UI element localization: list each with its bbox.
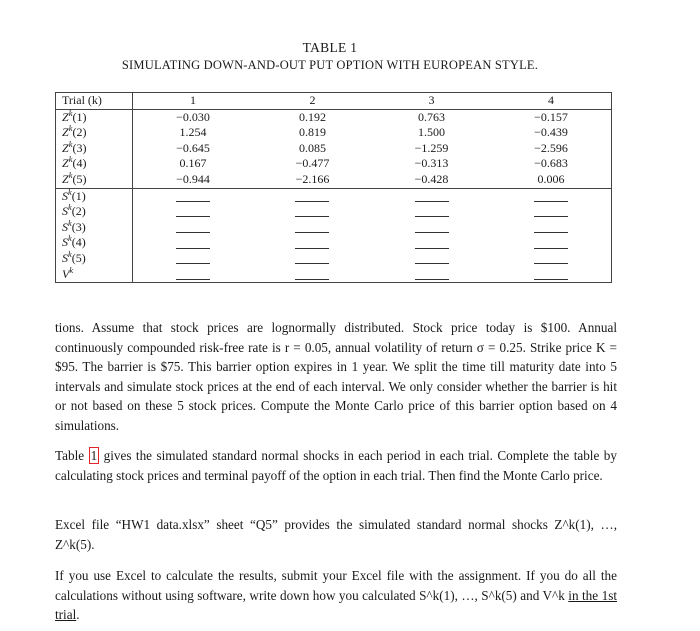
- blank-cell: [491, 204, 611, 220]
- blank-line: [295, 207, 329, 217]
- blank-cell: [372, 251, 491, 267]
- blank-line: [295, 239, 329, 249]
- blank-line: [534, 223, 568, 233]
- blank-line: [534, 192, 568, 202]
- table-cell: −0.439: [534, 125, 568, 140]
- blank-line: [295, 270, 329, 280]
- blank-cell: [133, 220, 253, 236]
- blank-line: [534, 270, 568, 280]
- row-label: $Z^k(1)$: [56, 109, 133, 125]
- row-label: $S^k(1)$: [56, 188, 133, 204]
- paragraph-text: tions. Assume that stock prices are lognormally distributed. Stock price today is $100. Annual continuously compounded risk-free rate is r = 0.05, annual volatility of return σ = 0.25. Strike price K = $95. The barrier is $75. This barrier option expires in 1 year. We split the time till maturity date into 5 intervals and simulate stock prices at the end of each interval. We only consider whether the barrier is hit or not based on these 5 stock prices. Compute the Monte Carlo price of this barrier option based on 4 simulations.: [55, 320, 617, 433]
- row-label: $V^k$: [56, 267, 133, 283]
- blank-cell: [253, 204, 372, 220]
- table-cell: 0.819: [298, 125, 326, 140]
- blank-cell: [253, 267, 372, 283]
- blank-line: [415, 239, 449, 249]
- blank-cell: [133, 251, 253, 267]
- trial-header: 3: [372, 93, 491, 110]
- table-header-row: [56, 93, 612, 110]
- blank-cell: [133, 204, 253, 220]
- blank-line: [295, 223, 329, 233]
- table-cell: 1.254: [179, 125, 207, 140]
- table-cell: 0.192: [298, 109, 326, 124]
- blank-line: [534, 239, 568, 249]
- blank-cell: [372, 220, 491, 236]
- blank-line: [295, 192, 329, 202]
- table-row: [56, 220, 612, 236]
- blank-line: [415, 223, 449, 233]
- table-row: [56, 172, 612, 188]
- paragraph-table-instructions: Table 1 gives the simulated standard normal shocks in each period in each trial. Complete the table by calculating stock prices and terminal payoff of the option in each trial. Then find the Monte Carlo price.: [55, 448, 617, 483]
- paragraph-submission: If you use Excel to calculate the results, submit your Excel file with the assignment. If you do all the calculations without using software, write down how you calculated S^k(1), …, S^k(5) and V^k in the 1st trial.: [55, 568, 617, 623]
- table-cell: 0.085: [298, 140, 326, 155]
- blank-cell: [491, 188, 611, 204]
- blank-cell: [253, 235, 372, 251]
- blank-line: [415, 254, 449, 264]
- blank-cell: [491, 267, 611, 283]
- table-cell: −0.683: [534, 156, 568, 171]
- blank-line: [415, 192, 449, 202]
- table-cell: 0.763: [418, 109, 445, 124]
- row-label: $S^k(2)$: [56, 204, 133, 220]
- table-reference-link[interactable]: 1: [90, 448, 98, 463]
- blank-cell: [372, 188, 491, 204]
- table-row: [56, 267, 612, 283]
- paragraph-excel-file: [55, 515, 617, 554]
- header-label: Trial (k): [56, 93, 133, 110]
- table-cell: −0.428: [414, 171, 449, 186]
- table-cell: −0.157: [534, 109, 568, 124]
- simulation-table: [55, 92, 612, 283]
- table-number: TABLE 1: [302, 40, 358, 55]
- blank-cell: [253, 251, 372, 267]
- blank-line: [415, 270, 449, 280]
- blank-line: [534, 207, 568, 217]
- row-label: $S^k(5)$: [56, 251, 133, 267]
- table-caption: SIMULATING DOWN-AND-OUT PUT OPTION WITH EUROPEAN STYLE.: [121, 58, 539, 72]
- table-cell: −0.645: [176, 140, 210, 155]
- paragraph-problem-statement: [55, 318, 617, 436]
- blank-cell: [253, 220, 372, 236]
- row-label: $S^k(4)$: [56, 235, 133, 251]
- table-cell: −0.944: [176, 171, 210, 186]
- table-row: [56, 235, 612, 251]
- blank-cell: [491, 235, 611, 251]
- table-row: [56, 156, 612, 172]
- table-row: [56, 109, 612, 125]
- blank-cell: [133, 188, 253, 204]
- table-cell: −2.596: [534, 140, 568, 155]
- trial-header: 1: [133, 93, 253, 110]
- blank-cell: [133, 235, 253, 251]
- table-row: [56, 141, 612, 157]
- blank-cell: [372, 267, 491, 283]
- table-row: [56, 251, 612, 267]
- blank-line: [176, 270, 210, 280]
- blank-cell: [372, 235, 491, 251]
- blank-line: [534, 254, 568, 264]
- row-label: $Z^k(3)$: [56, 141, 133, 157]
- blank-line: [295, 254, 329, 264]
- table-cell: −0.477: [295, 156, 330, 171]
- blank-line: [176, 192, 210, 202]
- blank-line: [176, 254, 210, 264]
- table-cell: −0.030: [176, 109, 210, 124]
- trial-header: 2: [253, 93, 372, 110]
- table-row: [56, 188, 612, 204]
- blank-cell: [253, 188, 372, 204]
- blank-line: [176, 207, 210, 217]
- table-cell: 0.167: [179, 156, 207, 171]
- trial-header: 4: [491, 93, 611, 110]
- row-label: $Z^k(4)$: [56, 156, 133, 172]
- table-row: [56, 125, 612, 141]
- table-cell: 0.006: [537, 171, 565, 186]
- table-cell: −0.313: [414, 156, 449, 171]
- table-cell: 1.500: [418, 125, 445, 140]
- underlined-text: in the 1st trial: [55, 587, 617, 623]
- table-row: [56, 204, 612, 220]
- blank-line: [176, 223, 210, 233]
- paragraph-text: Excel file “HW1 data.xlsx” sheet “Q5” provides the simulated standard normal shocks Z^k(1), …, Z^k(5).: [55, 517, 617, 552]
- blank-cell: [133, 267, 253, 283]
- blank-cell: [491, 251, 611, 267]
- row-label: $S^k(3)$: [56, 220, 133, 236]
- table-cell: −2.166: [295, 171, 330, 186]
- blank-cell: [372, 204, 491, 220]
- row-label: $Z^k(5)$: [56, 172, 133, 188]
- blank-line: [415, 207, 449, 217]
- table-cell: −1.259: [414, 140, 449, 155]
- row-label: $Z^k(2)$: [56, 125, 133, 141]
- blank-cell: [491, 220, 611, 236]
- blank-line: [176, 239, 210, 249]
